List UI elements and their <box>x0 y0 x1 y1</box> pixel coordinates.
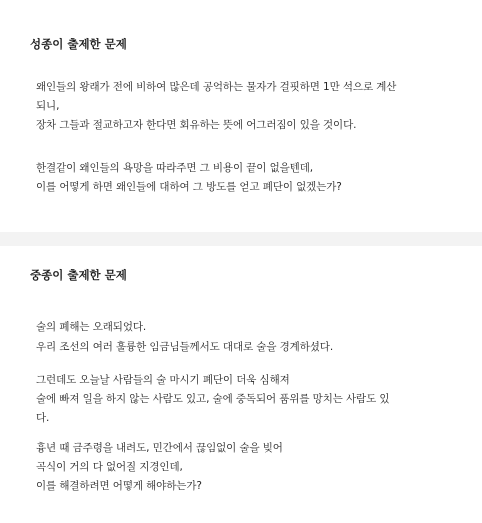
section-title: 성종이 출제한 문제 <box>30 37 127 51</box>
text-line: 되니, <box>36 100 60 112</box>
text-line: 한결같이 왜인들의 욕망을 따라주면 그 비용이 끝이 없을텐데, <box>36 162 313 174</box>
exam-question-panel-seongjong <box>0 0 482 232</box>
text-line: 이를 어떻게 하면 왜인들에 대하여 그 방도를 얻고 폐단이 없겠는가? <box>36 181 342 193</box>
text-line: 장차 그들과 절교하고자 한다면 회유하는 뜻에 어그러짐이 있을 것이다. <box>36 119 357 131</box>
text-line: 술의 폐해는 오래되었다. <box>36 321 147 333</box>
section-title: 중종이 출제한 문제 <box>30 268 127 282</box>
text-line: 곡식이 거의 다 없어질 지경인데, <box>36 461 183 473</box>
text-line: 다. <box>36 412 50 424</box>
text-line: 왜인들의 왕래가 전에 비하여 많은데 공억하는 물자가 걸핏하면 1만 석으로 계산 <box>36 81 397 93</box>
text-line: 이를 해결하려면 어떻게 해야하는가? <box>36 480 202 492</box>
text-line: 흉년 때 금주령을 내려도, 민간에서 끊임없이 술을 빚어 <box>36 442 283 454</box>
text-line: 술에 빠져 일을 하지 않는 사람도 있고, 술에 중독되어 품위를 망치는 사람도 있 <box>36 393 390 405</box>
text-line: 그런데도 오늘날 사람들의 술 마시기 폐단이 더욱 심해져 <box>36 374 290 386</box>
exam-question-panel-jungjong <box>0 246 482 523</box>
panel-divider <box>0 232 482 246</box>
text-line: 우리 조선의 여러 훌륭한 임금님들께서도 대대로 술을 경계하셨다. <box>36 341 334 353</box>
